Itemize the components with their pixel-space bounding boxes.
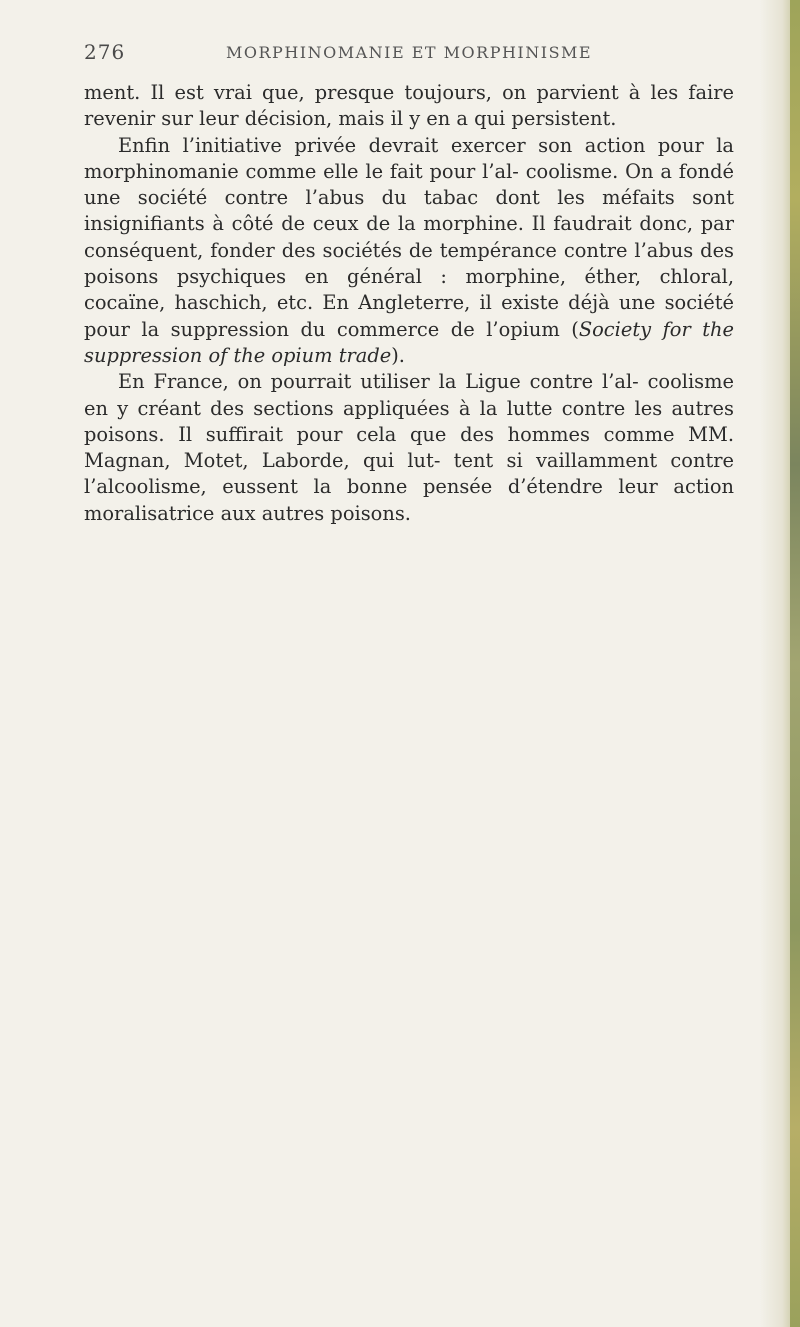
page-header (84, 40, 732, 68)
page-number: 276 (84, 40, 126, 64)
page-edge-shadow (760, 0, 800, 1327)
paragraph-2-text-after: ). (391, 343, 405, 367)
page-body (84, 80, 734, 527)
running-head: MORPHINOMANIE ET MORPHINISME (226, 43, 593, 62)
paragraph-2-italic-title: Society for the suppression of the opium trade (84, 317, 734, 367)
paragraph-2-text-before: Enfin l’initiative privée devrait exercer son action pour la morphinomanie comme elle le fait pour l’al- coolisme. On a fondé une société contre l’abus du tabac dont les méfaits sont insignifiants à côté de ceux de la morphine. Il faudrait donc, par conséquent, fonder des sociétés de tempérance contre l’abus des poisons psychiques en général : morphine, éther, chloral, cocaïne, haschich, etc. En Angleterre, il existe déjà une société pour la suppression du commerce de l’opium ( (84, 133, 734, 341)
paragraph-3: En France, on pourrait utiliser la Ligue contre l’al- coolisme en y créant des sections appliquées à la lutte contre les autres poisons. Il suffirait pour cela que des hommes comme MM. Magnan, Motet, Laborde, qui lut- tent si vaillamment contre l’alcoolisme, eussent la bonne pensée d’étendre leur action moralisatrice aux autres poisons. (84, 370, 734, 525)
paragraph-2 (84, 133, 734, 370)
paragraph-1: ment. Il est vrai que, presque toujours, on parvient à les faire revenir sur leur décision, mais il y en a qui persistent. (84, 81, 734, 131)
